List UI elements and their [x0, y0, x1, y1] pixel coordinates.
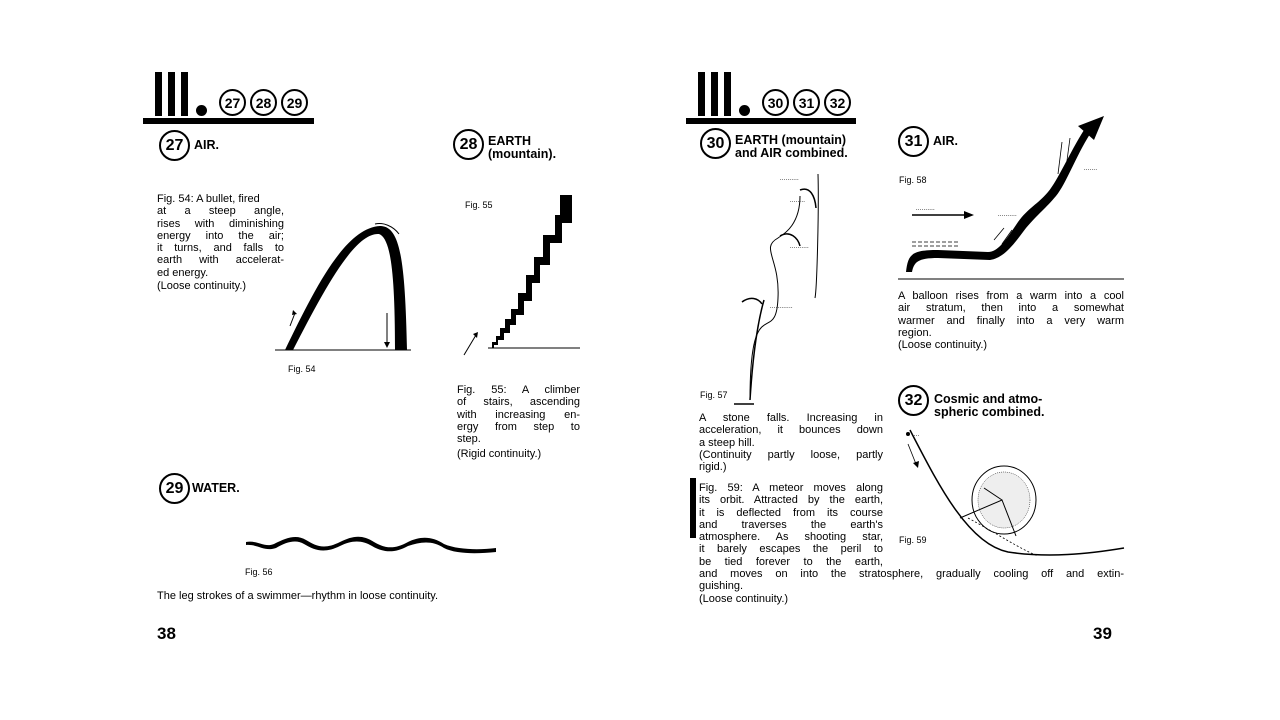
section-29-heading [159, 473, 240, 504]
caption-line: atmosphere. As shooting star, [699, 531, 883, 544]
fig57-caption [699, 412, 883, 473]
roman-numeral-bar [698, 72, 705, 116]
fig54-label: Fig. 54 [288, 364, 316, 374]
left-page-header [155, 72, 308, 116]
roman-numeral-bar [155, 72, 162, 116]
svg-text:..........: .......... [916, 205, 936, 212]
caption-line: rises with diminishing [157, 217, 284, 230]
caption-line: of stairs, ascending [457, 396, 580, 409]
fig54-continuity: (Loose continuity.) [157, 280, 247, 292]
caption-line: acceleration, it bounces down [699, 424, 883, 437]
caption-line: guishing. [699, 580, 744, 593]
svg-text:.......: ....... [1084, 165, 1098, 172]
section-27-heading [159, 130, 219, 161]
fig55-continuity: (Rigid continuity.) [457, 448, 542, 460]
section-title-line: Cosmic and atmo- [934, 392, 1043, 406]
roman-numeral-bar [711, 72, 718, 116]
fig57-falling-stone-illustration [720, 168, 870, 408]
fig58-caption [898, 290, 1124, 351]
svg-text:....: .... [912, 431, 920, 438]
fig56-label: Fig. 56 [245, 567, 273, 577]
caption-line: Fig. 55: A climber [457, 384, 580, 396]
fig59-label: Fig. 59 [899, 535, 927, 545]
section-30-heading [700, 128, 848, 160]
caption-line: warmer and finally into a very warm [898, 314, 1124, 327]
svg-text:..........: .......... [780, 175, 800, 182]
caption-line: it turns, and falls to [157, 242, 284, 255]
caption-line: ed energy. [157, 266, 209, 279]
fig55-caption [457, 384, 580, 445]
svg-text:............: ............ [770, 303, 793, 310]
section-number-badge: 27 [159, 130, 190, 161]
section-title-line: (mountain). [488, 147, 557, 161]
caption-line: with increasing en- [457, 408, 580, 421]
caption-line: at a steep angle, [157, 205, 284, 218]
section-title [488, 135, 556, 161]
page-number: 38 [157, 624, 176, 643]
svg-text:........: ........ [790, 197, 806, 204]
roman-numeral-bar [181, 72, 188, 116]
continuity-line: (Loose continuity.) [898, 339, 988, 352]
caption-line: its orbit. Attracted by the earth, [699, 494, 883, 507]
fig56-swimmer-wave-illustration [244, 530, 500, 558]
fig58-balloon-illustration [898, 112, 1126, 284]
caption-line: A stone falls. Increasing in [699, 412, 883, 424]
fig54-caption [157, 193, 284, 279]
section-title: AIR. [194, 138, 219, 152]
section-title: AIR. [933, 134, 958, 148]
caption-line: step. [457, 433, 481, 446]
header-number-badge: 31 [793, 89, 820, 116]
section-32-heading [898, 385, 1044, 419]
caption-line: earth with accelerat- [157, 254, 284, 267]
caption-line: region. [898, 326, 932, 339]
section-title-line: spheric combined. [934, 405, 1045, 419]
section-number-badge: 30 [700, 128, 731, 159]
caption-line: energy into the air; [157, 229, 284, 242]
page-number: 39 [1093, 624, 1112, 643]
section-number-badge: 31 [898, 126, 929, 157]
caption-line: Fig. 59: A meteor moves along [699, 482, 883, 494]
continuity-line: (Continuity partly loose, partly [699, 448, 883, 461]
fig59-caption-continued [699, 568, 1124, 605]
section-title-line: EARTH (mountain) [735, 133, 847, 147]
fig58-label: Fig. 58 [899, 175, 927, 185]
svg-text:..........: .......... [998, 211, 1018, 218]
fig55-stairs-illustration [458, 195, 583, 355]
header-number-badge: 29 [281, 89, 308, 116]
roman-numeral-bar [724, 72, 731, 116]
header-number-badge: 30 [762, 89, 789, 116]
section-title-line: EARTH [488, 134, 532, 148]
caption-line: A balloon rises from a warm into a cool [898, 290, 1124, 302]
caption-marker-bar [690, 478, 696, 538]
section-number-badge: 28 [453, 129, 484, 160]
fig56-caption: The leg strokes of a swimmer—rhythm in loose continuity. [157, 590, 439, 602]
header-number-badge: 32 [824, 89, 851, 116]
caption-line: it is deflected from its course [699, 506, 883, 519]
section-title [934, 393, 1044, 419]
caption-line: and traverses the earth's [699, 518, 883, 531]
fig54-bullet-arc-illustration [275, 218, 415, 353]
section-number-badge: 32 [898, 385, 929, 416]
right-page-header [698, 72, 851, 116]
section-title [735, 134, 848, 160]
caption-line: ergy from step to [457, 420, 580, 433]
caption-line: a steep hill. [699, 436, 755, 449]
section-28-heading [453, 129, 556, 161]
header-number-badge: 27 [219, 89, 246, 116]
fig59-caption [699, 482, 883, 568]
section-title: WATER. [192, 481, 240, 495]
fig55-label: Fig. 55 [465, 200, 493, 210]
fig57-label: Fig. 57 [700, 390, 728, 400]
caption-line: air stratum, then into a somewhat [898, 302, 1124, 315]
continuity-line: (Loose continuity.) [699, 592, 789, 605]
roman-numeral-bar [168, 72, 175, 116]
caption-line: be tied forever to the earth, [699, 555, 883, 568]
caption-line: and moves on into the stratosphere, gradually cooling off and extin- [699, 568, 1124, 580]
caption-line: it barely escapes the peril to [699, 543, 883, 556]
header-rule [143, 118, 314, 124]
svg-text:..........: .......... [790, 243, 810, 250]
header-dot [196, 105, 207, 116]
fig59-meteor-illustration [898, 424, 1126, 562]
section-title-line: and AIR combined. [735, 146, 848, 160]
header-number-badge: 28 [250, 89, 277, 116]
header-dot [739, 105, 750, 116]
header-rule [686, 118, 856, 124]
caption-line: Fig. 54: A bullet, fired [157, 193, 260, 205]
continuity-line: rigid.) [699, 461, 727, 474]
section-number-badge: 29 [159, 473, 190, 504]
